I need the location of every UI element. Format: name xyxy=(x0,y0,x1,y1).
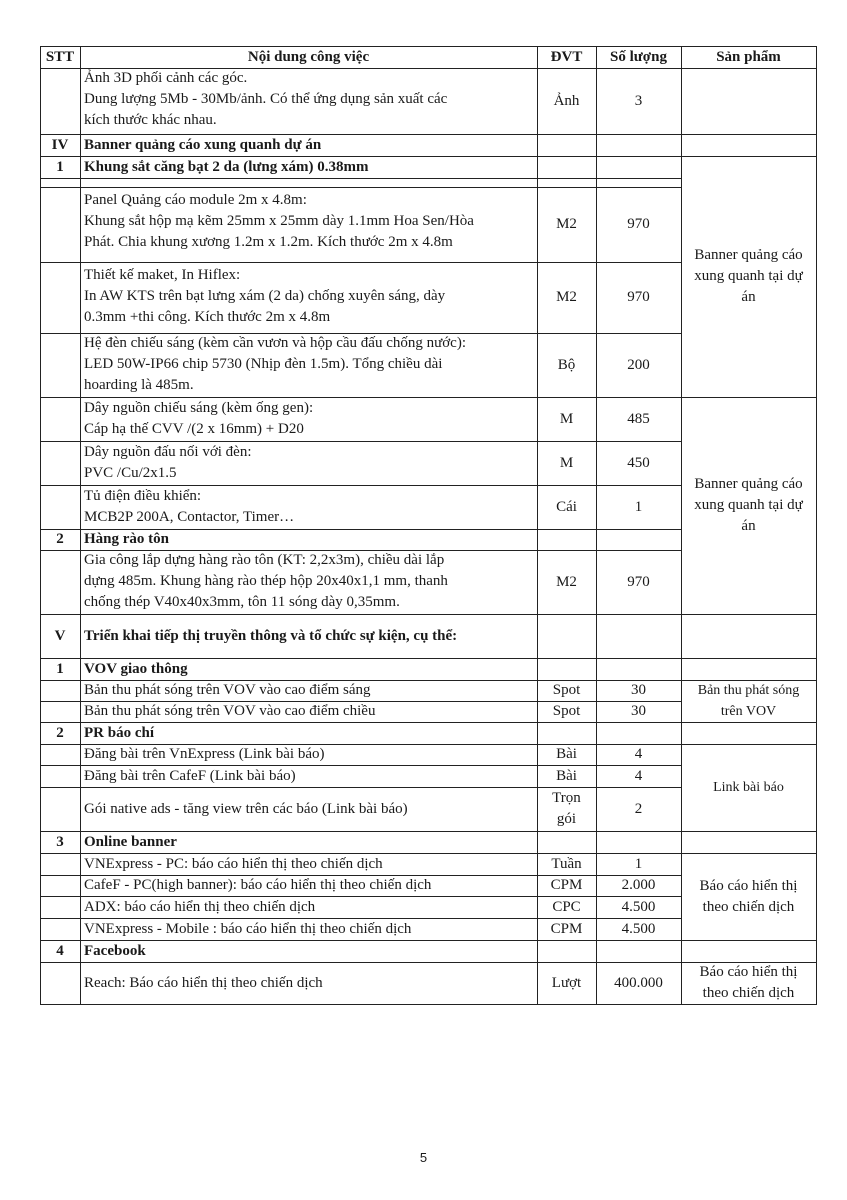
table-border-left xyxy=(40,46,41,1005)
table-row-content: Gói native ads - tăng view trên các báo (Link bài báo) xyxy=(84,800,408,817)
table-row-content: VNExpress - PC: báo cáo hiển thị theo chiến dịch xyxy=(84,855,383,872)
header-stt: STT xyxy=(45,48,75,65)
qty-cell: 2.000 xyxy=(621,877,656,893)
qty-cell: 400.000 xyxy=(614,974,663,991)
unit-cell: Bộ xyxy=(557,356,576,373)
subsection-title: PR báo chí xyxy=(84,724,155,741)
subsection-stt: 2 xyxy=(56,531,64,547)
subsection-title: Hàng rào tôn xyxy=(84,531,170,547)
qty-cell: 450 xyxy=(627,454,650,471)
unit-cell: CPM xyxy=(550,920,583,937)
product-cell: Báo cáo hiển thị theo chiến dịch xyxy=(699,877,798,915)
section-stt: V xyxy=(54,627,66,644)
subsection-title: Facebook xyxy=(84,942,146,959)
table-row-content: Panel Quảng cáo module 2m x 4.8m: Khung sắt hộp mạ kẽm 25mm x 25mm dày 1.1mm Hoa Sen/Hòa Phát. Chia khung xương 1.2m x 1.2m. Kích thước 2m x 4.8m xyxy=(84,192,474,250)
unit-cell: M xyxy=(559,410,574,427)
page-number: 5 xyxy=(419,1150,428,1165)
product-cell: Bản thu phát sóng trên VOV xyxy=(697,683,800,719)
unit-cell: M2 xyxy=(556,573,577,590)
table-row-content: ADX: báo cáo hiển thị theo chiến dịch xyxy=(84,898,316,915)
qty-cell: 970 xyxy=(627,289,650,305)
qty-cell: 30 xyxy=(631,703,646,719)
table-row-content: CafeF - PC(high banner): báo cáo hiển thị theo chiến dịch xyxy=(84,877,432,893)
header-content: Nội dung công việc xyxy=(247,48,370,65)
unit-cell: CPM xyxy=(550,877,583,893)
header-quantity: Số lượng xyxy=(610,48,667,65)
table-row-content: Thiết kế maket, In Hiflex: In AW KTS trên bạt lưng xám (2 da) chống xuyên sáng, dày 0.3mm +thi công. Kích thước 2m x 4.8m xyxy=(84,267,446,325)
subsection-stt: 2 xyxy=(56,724,64,741)
table-row-content: Bản thu phát sóng trên VOV vào cao điểm sáng xyxy=(84,682,371,698)
table-row-content: Đăng bài trên VnExpress (Link bài báo) xyxy=(84,746,325,762)
qty-cell: 485 xyxy=(627,410,650,427)
table-row-content: Reach: Báo cáo hiển thị theo chiến dịch xyxy=(84,974,323,991)
unit-cell: Bài xyxy=(556,767,577,784)
unit-cell: Tuần xyxy=(551,855,582,872)
qty-cell: 1 xyxy=(634,498,643,515)
unit-cell: Lượt xyxy=(551,974,582,991)
qty-cell: 1 xyxy=(634,855,643,872)
table-row-content: Dây nguồn chiếu sáng (kèm ống gen): Cáp hạ thế CVV /(2 x 16mm) + D20 xyxy=(84,400,314,437)
table-row-content: Tủ điện điều khiển: MCB2P 200A, Contactor, Timer… xyxy=(84,488,295,525)
qty-cell: 970 xyxy=(627,216,650,232)
row-divider xyxy=(40,178,681,179)
qty-cell: 4 xyxy=(634,746,643,762)
unit-cell: Spot xyxy=(552,703,581,719)
product-cell: Banner quảng cáo xung quanh tại dự án xyxy=(694,247,803,305)
section-title: Triển khai tiếp thị truyền thông và tổ chức sự kiện, cụ thể: xyxy=(84,627,458,644)
section-title: Banner quảng cáo xung quanh dự án xyxy=(84,136,322,153)
product-cell: Link bài báo xyxy=(713,780,784,795)
header-product: Sản phẩm xyxy=(716,48,781,65)
subsection-title: VOV giao thông xyxy=(84,660,188,677)
unit-cell: M2 xyxy=(556,289,577,305)
subsection-title: Online banner xyxy=(84,833,177,850)
unit-cell: Trọn gói xyxy=(552,790,581,827)
table-border-bottom xyxy=(40,1004,816,1005)
qty-cell: 4.500 xyxy=(621,898,656,915)
table-row-content: Ảnh 3D phối cảnh các góc. Dung lượng 5Mb - 30Mb/ảnh. Có thể ứng dụng sản xuất các kích thước khác nhau. xyxy=(84,70,448,128)
unit-cell: M2 xyxy=(556,216,577,232)
header-unit: ĐVT xyxy=(550,48,583,65)
subsection-stt: 1 xyxy=(56,158,64,175)
qty-cell: 4 xyxy=(634,767,643,784)
subsection-stt: 4 xyxy=(56,942,64,959)
unit-cell: Bài xyxy=(556,746,577,762)
table-row-content: Hệ đèn chiếu sáng (kèm cần vươn và hộp cầu đấu chống nước): LED 50W-IP66 chip 5730 (Nhịp đèn 1.5m). Tổng chiều dài hoarding là 485m. xyxy=(84,335,466,393)
unit-cell: CPC xyxy=(552,898,581,915)
qty-cell: 4.500 xyxy=(621,920,656,937)
table-border-right xyxy=(816,46,817,1005)
table-row-content: Bản thu phát sóng trên VOV vào cao điểm chiều xyxy=(84,703,376,719)
table-row-content: Gia công lắp dựng hàng rào tôn (KT: 2,2x3m), chiều dài lắp dựng 485m. Khung hàng rào thép hộp 20x40x1,1 mm, thanh chống thép V40x40x3mm, tôn 11 sóng dày 0,35mm. xyxy=(84,552,448,610)
qty-cell: 200 xyxy=(627,356,650,373)
unit-cell: Ảnh xyxy=(553,92,580,109)
unit-cell: M xyxy=(559,454,574,471)
table-row-content: Dây nguồn đấu nối với đèn: PVC /Cu/2x1.5 xyxy=(84,444,252,481)
product-cell: Banner quảng cáo xung quanh tại dự án xyxy=(694,476,803,534)
qty-cell: 3 xyxy=(634,92,643,109)
qty-cell: 2 xyxy=(634,800,643,817)
table-row-content: Đăng bài trên CafeF (Link bài báo) xyxy=(84,767,296,784)
table-row-content: VNExpress - Mobile : báo cáo hiển thị theo chiến dịch xyxy=(84,920,412,937)
subsection-title: Khung sắt căng bạt 2 da (lưng xám) 0.38mm xyxy=(84,158,369,175)
subsection-stt: 1 xyxy=(56,660,64,677)
section-stt: IV xyxy=(51,136,69,153)
qty-cell: 970 xyxy=(627,573,650,590)
qty-cell: 30 xyxy=(631,682,646,698)
subsection-stt: 3 xyxy=(56,833,64,850)
unit-cell: Cái xyxy=(556,498,577,515)
unit-cell: Spot xyxy=(552,682,581,698)
product-cell: Báo cáo hiển thị theo chiến dịch xyxy=(699,964,798,1001)
